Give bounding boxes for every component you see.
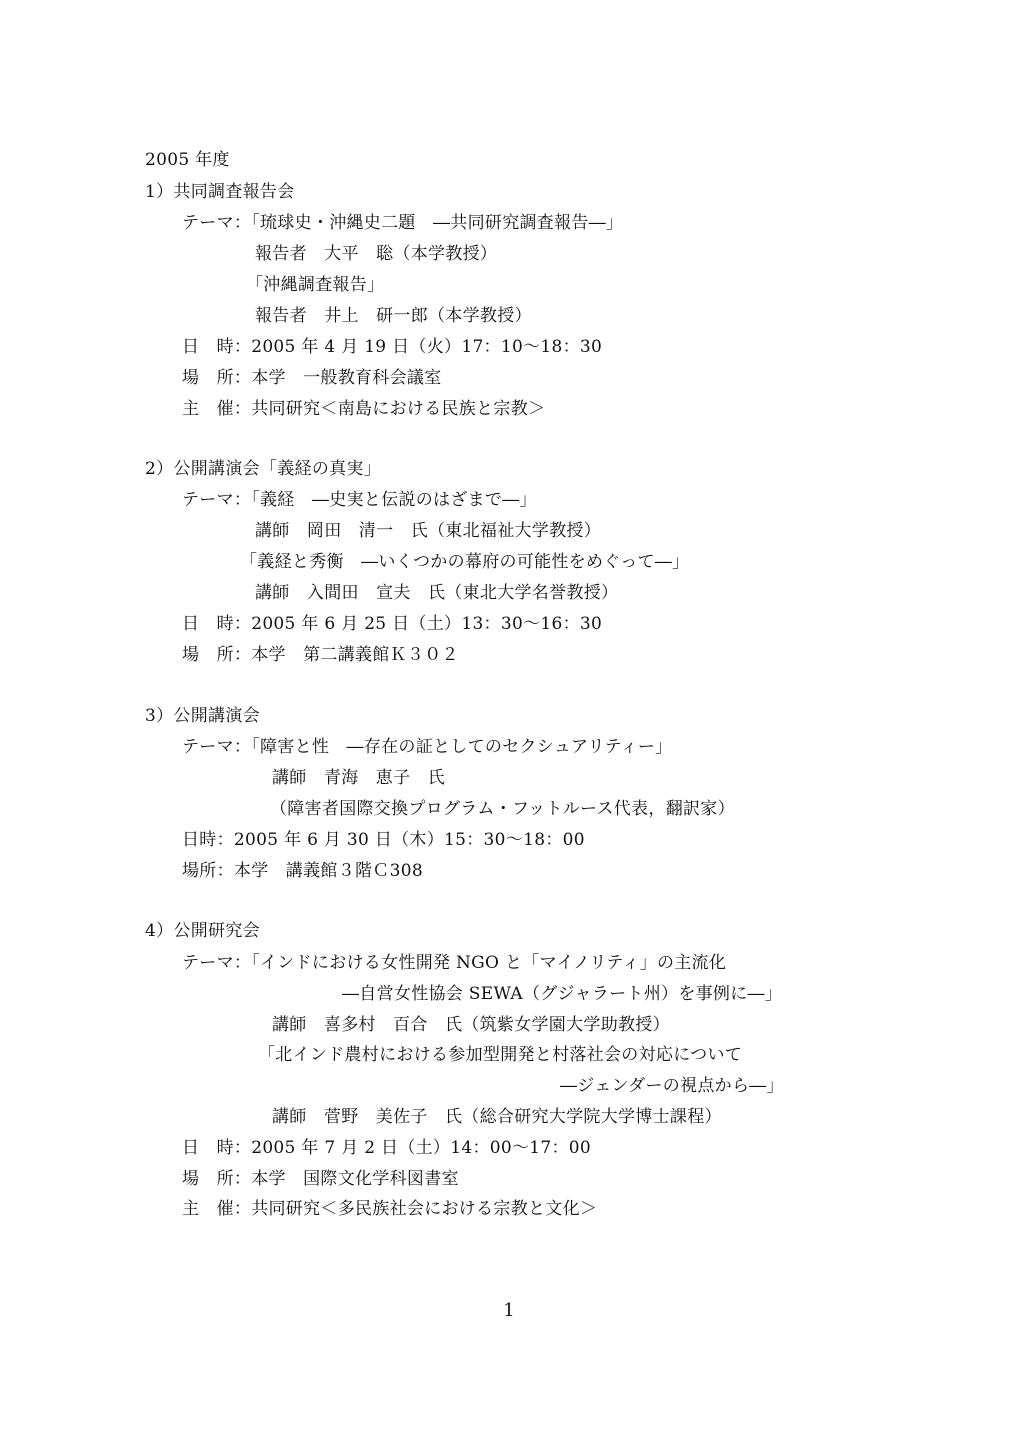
section-4-heading: 4）公開研究会 — [145, 921, 260, 941]
section-1-reporter-1: 報告者 大平 聡（本学教授） — [255, 244, 498, 264]
section-1-heading: 1）共同調査報告会 — [145, 182, 295, 202]
section-3-place: 場所：本学 講義館３階Ｃ308 — [182, 861, 423, 881]
section-3-lecturer-affiliation: （障害者国際交換プログラム・フットルース代表，翻訳家） — [270, 799, 735, 819]
section-1-theme: テーマ：「琉球史・沖縄史二題 ―共同研究調査報告―」 — [182, 213, 624, 233]
section-4-subtitle: 「北インド農村における参加型開発と村落社会の対応について — [258, 1045, 743, 1065]
section-2-heading: 2）公開講演会「義経の真実」 — [145, 459, 382, 479]
section-2-datetime: 日 時：2005 年 6 月 25 日（土）13：30～16：30 — [182, 614, 603, 634]
section-2-lecturer-2: 講師 入間田 宣夫 氏（東北大学名誉教授） — [255, 583, 619, 603]
section-4-lecturer-2: 講師 菅野 美佐子 氏（総合研究大学院大学博士課程） — [272, 1107, 722, 1127]
year-heading: 2005 年度 — [145, 150, 230, 170]
section-1-organizer: 主 催：共同研究＜南島における民族と宗教＞ — [182, 399, 546, 419]
page-number: 1 — [503, 1300, 515, 1321]
section-4-lecturer-1: 講師 喜多村 百合 氏（筑紫女学園大学助教授） — [272, 1015, 670, 1035]
section-3-lecturer: 講師 青海 恵子 氏 — [272, 768, 445, 788]
section-4-place: 場 所：本学 国際文化学科図書室 — [182, 1169, 459, 1189]
section-1-place: 場 所：本学 一般教育科会議室 — [182, 368, 442, 388]
section-4-datetime: 日 時：2005 年 7 月 2 日（土）14：00～17：00 — [182, 1138, 592, 1158]
section-4-organizer: 主 催：共同研究＜多民族社会における宗教と文化＞ — [182, 1199, 598, 1219]
section-1-subtitle: 「沖縄調査報告」 — [246, 275, 385, 295]
section-3-datetime: 日時：2005 年 6 月 30 日（木）15：30～18：00 — [182, 830, 585, 850]
section-2-subtitle: 「義経と秀衡 ―いくつかの幕府の可能性をめぐって―」 — [240, 552, 690, 572]
section-4-theme: テーマ：「インドにおける女性開発 NGO と「マイノリティ」の主流化 — [182, 953, 727, 973]
section-2-lecturer-1: 講師 岡田 清一 氏（東北福祉大学教授） — [255, 521, 601, 541]
section-1-reporter-2: 報告者 井上 研一郎（本学教授） — [255, 306, 532, 326]
section-1-datetime: 日 時：2005 年 4 月 19 日（火）17：10～18：30 — [182, 337, 603, 357]
section-3-heading: 3）公開講演会 — [145, 706, 260, 726]
section-4-theme-continued: ―自営女性協会 SEWA（グジャラート州）を事例に―」 — [342, 984, 783, 1004]
section-3-theme: テーマ：「障害と性 ―存在の証としてのセクシュアリティー」 — [182, 737, 673, 757]
section-4-subtitle-continued: ―ジェンダーの視点から―」 — [560, 1076, 784, 1096]
section-2-place: 場 所：本学 第二講義館Ｋ３０２ — [182, 645, 459, 665]
section-2-theme: テーマ：「義経 ―史実と伝説のはざまで―」 — [182, 490, 537, 510]
